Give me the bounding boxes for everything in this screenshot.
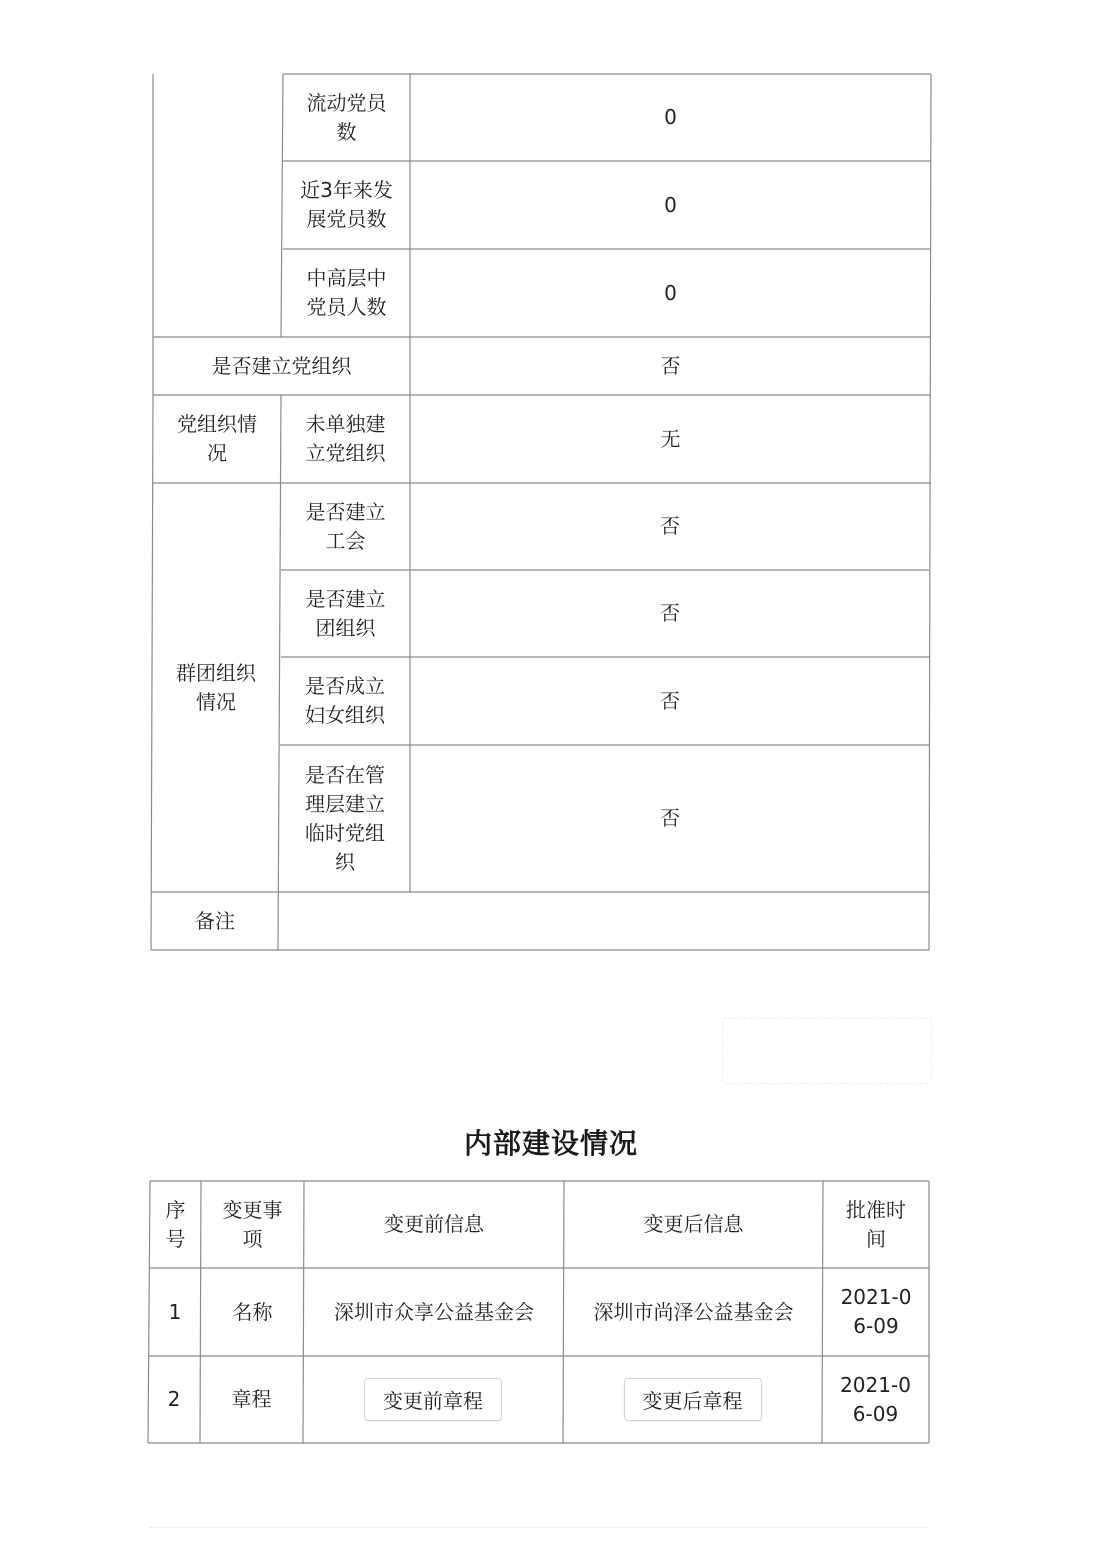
row-label-remarks: 备注 [195, 908, 235, 933]
table-row-2-date: 2021-0 6-09 [840, 1372, 911, 1426]
row-label-floating-members: 流动党员 数 [306, 90, 387, 144]
row-value-floating-members: 0 [664, 105, 677, 129]
row-value-party-org-established: 否 [660, 353, 681, 378]
table-row-2-no: 2 [167, 1387, 181, 1411]
scan-artifact-line [150, 1527, 928, 1528]
header-item: 变更事 项 [222, 1197, 283, 1251]
table-row-2-after [563, 1356, 822, 1443]
row-value-temp-party-org: 否 [660, 806, 680, 830]
row-value-no-separate-party-org: 无 [660, 426, 681, 451]
row-value-new-members: 0 [664, 192, 677, 217]
before-charter-button[interactable]: 变更前章程 [364, 1378, 502, 1421]
row-label-new-members: 近3年来发 展党员数 [300, 178, 393, 231]
after-charter-button[interactable]: 变更后章程 [624, 1378, 762, 1421]
header-before: 变更前信息 [384, 1212, 484, 1236]
header-no: 序 号 [165, 1197, 186, 1251]
table-row-1-after: 深圳市尚泽公益基金会 [593, 1299, 794, 1324]
group-label-party-org: 党组织情 况 [177, 412, 257, 465]
header-after: 变更后信息 [643, 1212, 744, 1236]
header-date: 批准时 间 [846, 1197, 906, 1251]
table-row-1-item: 名称 [232, 1299, 273, 1324]
row-label-women-org: 是否成立 妇女组织 [305, 674, 385, 727]
row-label-party-org-established: 是否建立党组织 [211, 353, 352, 378]
row-value-women-org: 否 [660, 688, 680, 713]
table-row-2-item: 章程 [231, 1387, 272, 1411]
row-label-temp-party-org: 是否在管 理层建立 临时党组 织 [305, 762, 385, 874]
section-title: 内部建设情况 [463, 1127, 638, 1160]
row-label-no-separate-party-org: 未单独建 立党组织 [305, 412, 386, 465]
group-label-mass-org: 群团组织 情况 [176, 660, 256, 714]
row-value-youth-league: 否 [660, 601, 680, 625]
table-row-2-before [303, 1356, 563, 1443]
row-value-senior-members: 0 [664, 280, 677, 305]
row-label-senior-members: 中高层中 党员人数 [306, 266, 387, 319]
row-label-youth-league: 是否建立 团组织 [305, 586, 386, 640]
row-label-union: 是否建立 工会 [305, 499, 386, 553]
table-row-1-before: 深圳市众享公益基金会 [334, 1299, 534, 1324]
table-row-1-date: 2021-0 6-09 [840, 1285, 912, 1338]
row-value-union: 否 [660, 514, 680, 538]
table-row-1-no: 1 [168, 1299, 182, 1324]
